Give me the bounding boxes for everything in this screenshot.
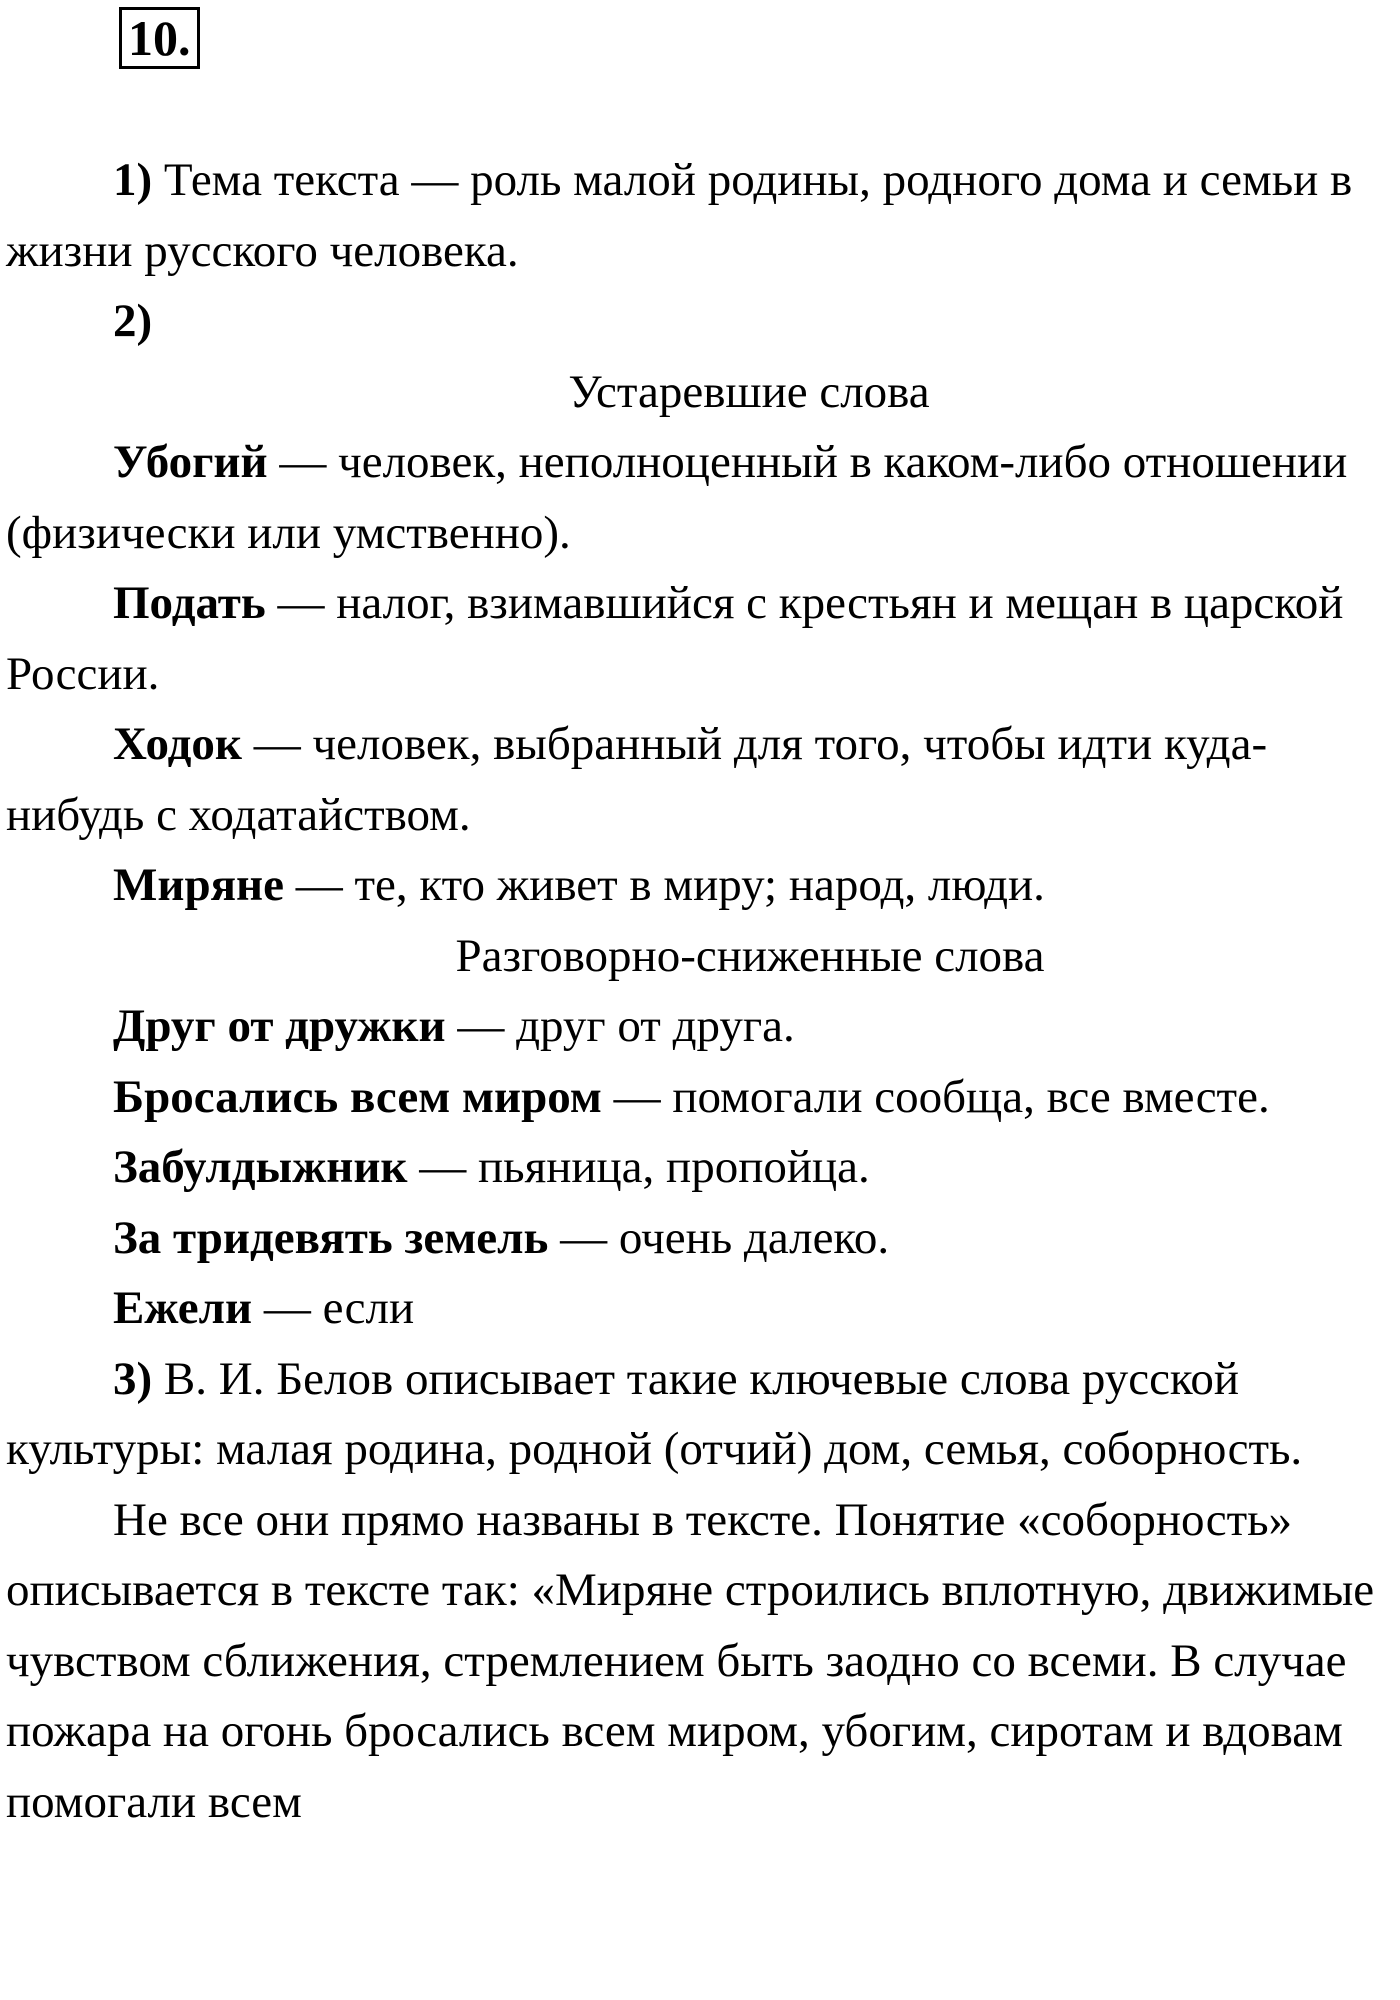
dash: —: [253, 718, 301, 770]
item-label-2: 2): [113, 295, 153, 347]
term: Ходок: [113, 718, 242, 770]
dash: —: [457, 1000, 505, 1052]
term-entry: [6, 427, 1396, 568]
paragraph-4: [6, 1485, 1396, 1838]
dash: —: [295, 859, 343, 911]
term-definition: очень далеко.: [618, 1211, 890, 1264]
term-definition: помогали сообща, все вместе.: [672, 1070, 1270, 1123]
term-definition: если: [322, 1282, 415, 1334]
paragraph-2: [6, 286, 1396, 357]
term-definition: те, кто живет в миру; народ, люди.: [354, 859, 1045, 911]
term: Забулдыжник: [113, 1141, 408, 1193]
item-label-1: 1): [113, 154, 153, 206]
term-entry: [6, 1273, 1396, 1344]
term-entry: [6, 568, 1396, 709]
term-definition: друг от друга.: [516, 1000, 795, 1052]
dash: —: [613, 1070, 661, 1123]
term: Подать: [113, 577, 266, 629]
term: Ежели: [113, 1282, 253, 1334]
heading-colloquial-words: Разговорно-сниженные слова: [455, 929, 1045, 982]
heading-obsolete-words: Устаревшие слова: [568, 365, 930, 418]
term-entry: [6, 709, 1396, 850]
document-body: [6, 145, 1396, 1837]
term-definition: человек, выбранный для того, чтобы идти куда-нибудь с ходатайством.: [6, 718, 1268, 841]
item-label-3: 3): [113, 1352, 153, 1405]
term-definition: пьяница, пропойца.: [478, 1141, 870, 1193]
dash: —: [263, 1282, 311, 1334]
dash: —: [279, 436, 327, 488]
term-entry: [6, 991, 1396, 1062]
term-entry: [6, 1132, 1396, 1203]
term: За тридевять земель: [113, 1211, 549, 1264]
dash: —: [419, 1141, 467, 1193]
dash: —: [560, 1211, 608, 1264]
exercise-number: 10.: [119, 7, 200, 69]
paragraph-1: [6, 145, 1396, 286]
term-entry: [6, 1062, 1396, 1133]
term: Миряне: [113, 859, 284, 911]
term: Бросались всем миром: [113, 1070, 602, 1123]
dash: —: [277, 577, 325, 629]
term-entry: [6, 1203, 1396, 1274]
paragraph-3: [6, 1344, 1396, 1485]
paragraph-1-text: Тема текста — роль малой родины, родного дома и семьи в жизни русского человека.: [6, 154, 1353, 277]
paragraph-4-text: Не все они прямо названы в тексте. Понятие «соборность» описывается в тексте так: «Миряне строились вплотную, движимые чувством сближения, стремлением быть заодно со всеми. В случае пожара на огонь бросались всем миром, убогим, сиротам и вдовам помогали всем: [6, 1493, 1375, 1828]
term-entry: [6, 850, 1396, 921]
term: Убогий: [113, 436, 268, 488]
term-definition: человек, неполноценный в каком-либо отношении (физически или умственно).: [6, 436, 1348, 559]
term-definition: налог, взимавшийся с крестьян и мещан в царской России.: [6, 577, 1344, 700]
paragraph-3-text: В. И. Белов описывает такие ключевые слова русской культуры: малая родина, родной (отчий) дом, семья, соборность.: [6, 1352, 1303, 1475]
term: Друг от дружки: [113, 1000, 446, 1052]
